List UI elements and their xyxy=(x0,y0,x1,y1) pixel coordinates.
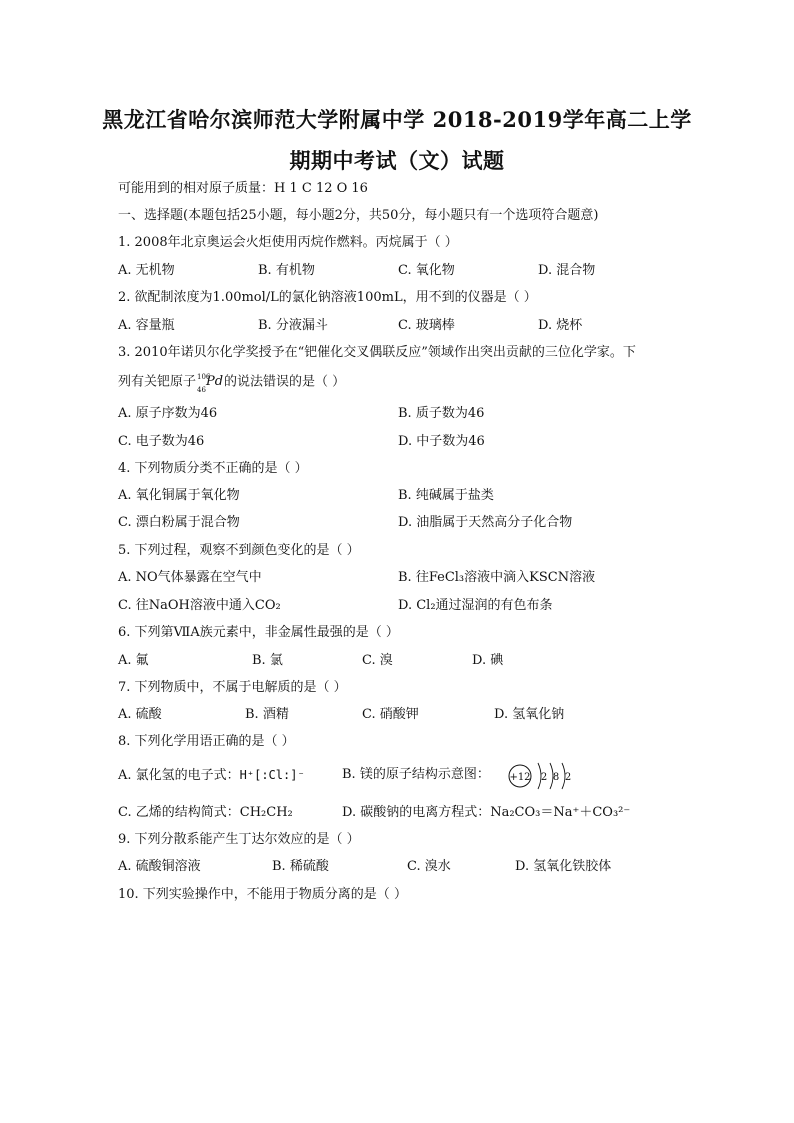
exam-title-line1: 黑龙江省哈尔滨师范大学附属中学 2018-2019学年高二上学 xyxy=(102,107,692,132)
question-8-option-a-label: A. 氯化氢的电子式： xyxy=(118,768,240,783)
question-2-option-d: D. 烧杯 xyxy=(538,318,583,333)
question-8-option-d: D. 碳酸钠的电离方程式：Na₂CO₃＝Na⁺＋CO₃²⁻ xyxy=(342,805,631,820)
question-5-option-b: B. 往FeCl₃溶液中滴入KSCN溶液 xyxy=(398,570,596,585)
question-9-option-d: D. 氢氧化铁胶体 xyxy=(515,859,612,874)
question-6-option-c: C. 溴 xyxy=(362,653,393,668)
question-4-option-a: A. 氧化铜属于氧化物 xyxy=(118,488,240,503)
question-5-option-c: C. 往NaOH溶液中通入CO₂ xyxy=(118,598,281,613)
shell-3-electrons: 2 xyxy=(564,772,572,783)
question-5-option-d: D. Cl₂通过湿润的有色布条 xyxy=(398,598,553,613)
question-1-option-a: A. 无机物 xyxy=(118,263,175,278)
question-6-stem: 6. 下列第ⅦA族元素中，非金属性最强的是（ ） xyxy=(118,625,399,640)
question-6-option-a: A. 氟 xyxy=(118,653,149,668)
question-3-stem-pre: 列有关钯原子 xyxy=(118,374,197,390)
question-8-option-a xyxy=(118,766,305,785)
question-8-option-b-label: B. 镁的原子结构示意图： xyxy=(342,767,490,782)
question-5-option-a: A. NO气体暴露在空气中 xyxy=(118,570,262,585)
question-7-option-c: C. 硝酸钾 xyxy=(362,707,419,722)
question-2-option-c: C. 玻璃棒 xyxy=(398,318,455,333)
question-9-option-b: B. 稀硫酸 xyxy=(272,859,329,874)
question-9-stem: 9. 下列分散系能产生丁达尔效应的是（ ） xyxy=(118,832,360,847)
question-1-option-b: B. 有机物 xyxy=(258,263,315,278)
nucleus-charge: +12 xyxy=(509,772,531,783)
question-3-stem: 3. 2010年诺贝尔化学奖授予在“钯催化交叉偶联反应”领域作出突出贡献的三位化学家。下 xyxy=(118,345,636,360)
atomic-masses: 可能用到的相对原子质量：H 1 C 12 O 16 xyxy=(118,181,368,196)
question-4-option-d: D. 油脂属于天然高分子化合物 xyxy=(398,515,573,530)
shell-2-electrons: 8 xyxy=(552,772,560,783)
question-3-stem-line2 xyxy=(118,373,345,392)
question-10-stem: 10. 下列实验操作中，不能用于物质分离的是（ ） xyxy=(118,887,407,902)
question-8-option-b xyxy=(342,766,490,784)
question-1-option-c: C. 氧化物 xyxy=(398,263,455,278)
question-7-stem: 7. 下列物质中，不属于电解质的是（ ） xyxy=(118,680,347,695)
question-7-option-a: A. 硫酸 xyxy=(118,707,162,722)
question-3-option-d: D. 中子数为46 xyxy=(398,434,485,449)
question-4-stem: 4. 下列物质分类不正确的是（ ） xyxy=(118,461,308,476)
shell-1-electrons: 2 xyxy=(540,772,548,783)
question-7-option-d: D. 氢氧化钠 xyxy=(494,707,565,722)
magnesium-atom-diagram xyxy=(506,760,578,792)
question-8-stem: 8. 下列化学用语正确的是（ ） xyxy=(118,734,295,749)
hcl-electron-formula: H⁺[:Cl:]⁻ xyxy=(239,768,305,782)
question-3-stem-post: 的说法错误的是（ ） xyxy=(224,374,346,390)
question-6-option-d: D. 碘 xyxy=(472,653,504,668)
question-7-option-b: B. 酒精 xyxy=(245,707,289,722)
question-2-stem: 2. 欲配制浓度为1.00mol/L的氯化钠溶液100mL，用不到的仪器是（ ） xyxy=(118,290,537,305)
question-1-stem: 1. 2008年北京奥运会火炬使用丙烷作燃料。丙烷属于（ ） xyxy=(118,235,458,250)
question-3-option-c: C. 电子数为46 xyxy=(118,434,205,449)
question-2-option-a: A. 容量瓶 xyxy=(118,318,175,333)
nuclide-mass-number: 106 xyxy=(197,373,211,381)
question-5-stem: 5. 下列过程，观察不到颜色变化的是（ ） xyxy=(118,543,360,558)
section-heading: 一、选择题(本题包括25小题，每小题2分，共50分，每小题只有一个选项符合题意) xyxy=(118,208,599,223)
question-6-option-b: B. 氯 xyxy=(252,653,283,668)
question-1-option-d: D. 混合物 xyxy=(538,263,596,278)
question-3-option-b: B. 质子数为46 xyxy=(398,406,485,421)
nuclide-atomic-number: 46 xyxy=(197,386,206,394)
question-9-option-c: C. 溴水 xyxy=(407,859,451,874)
palladium-nuclide xyxy=(196,373,224,394)
question-2-option-b: B. 分液漏斗 xyxy=(258,318,328,333)
nuclide-symbol: Pd xyxy=(206,374,224,389)
exam-title-line2: 期期中考试（文）试题 xyxy=(289,148,505,173)
question-4-option-c: C. 漂白粉属于混合物 xyxy=(118,515,240,530)
question-8-option-c: C. 乙烯的结构简式：CH₂CH₂ xyxy=(118,805,293,820)
question-9-option-a: A. 硫酸铜溶液 xyxy=(118,859,201,874)
question-4-option-b: B. 纯碱属于盐类 xyxy=(398,488,494,503)
question-3-option-a: A. 原子序数为46 xyxy=(118,406,218,421)
